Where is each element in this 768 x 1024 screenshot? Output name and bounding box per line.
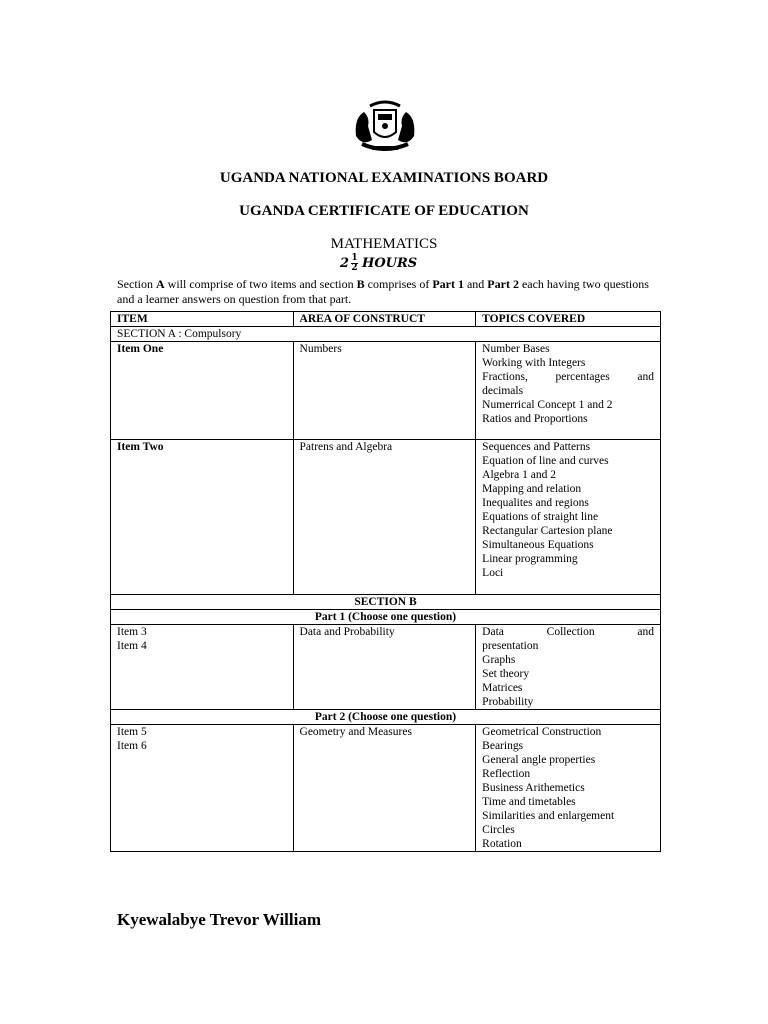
part2-row xyxy=(111,710,661,725)
table-row xyxy=(111,440,661,595)
board-title: UGANDA NATIONAL EXAMINATIONS BOARD xyxy=(219,170,549,186)
table-row xyxy=(111,625,661,710)
item-one-area: Numbers xyxy=(293,342,476,440)
item-one-label: Item One xyxy=(111,342,294,440)
items-3-4-label: Item 3 Item 4 xyxy=(111,625,294,710)
item-two-label: Item Two xyxy=(111,440,294,595)
item-two-area: Patrens and Algebra xyxy=(293,440,476,595)
certificate-title: UGANDA CERTIFICATE OF EDUCATION xyxy=(239,203,529,219)
duration-unit: HOURS xyxy=(362,256,418,271)
header-area: AREA OF CONSTRUCT xyxy=(293,312,476,327)
part1-label: Part 1 (Choose one question) xyxy=(111,610,661,625)
intro-paragraph: Section A will comprise of two items and section B comprises of Part 1 and Part 2 each having two questions and a learner answers on question from that part. xyxy=(117,277,649,306)
section-a-label: SECTION A : Compulsory xyxy=(111,327,661,342)
uneb-crest-logo xyxy=(348,96,422,156)
items-5-6-topics: Geometrical Construction Bearings General angle properties Reflection Business Arithemetics Time and timetables Similarities and enlargement Circles Rotation xyxy=(476,725,661,852)
item-one-topics: Number Bases Working with Integers Fractions, percentages and decimals Numerrical Concept 1 and 2 Ratios and Proportions xyxy=(476,342,661,440)
items-3-4-area: Data and Probability xyxy=(293,625,476,710)
items-5-6-area: Geometry and Measures xyxy=(293,725,476,852)
table-header-row xyxy=(111,312,661,327)
duration-whole: 2 xyxy=(340,256,350,271)
duration-denominator: 2 xyxy=(351,263,358,273)
part1-row xyxy=(111,610,661,625)
section-b-label: SECTION B xyxy=(111,595,661,610)
duration-fraction xyxy=(351,254,358,273)
table-row xyxy=(111,725,661,852)
subject-title: MATHEMATICS xyxy=(330,236,438,252)
section-b-row xyxy=(111,595,661,610)
item-two-topics: Sequences and Patterns Equation of line and curves Algebra 1 and 2 Mapping and relation Inequalites and regions Equations of straight line Rectangular Cartesion plane Simultaneous Equations Linear programming Loci xyxy=(476,440,661,595)
header-topics: TOPICS COVERED xyxy=(476,312,661,327)
duration-numerator: 1 xyxy=(351,253,358,263)
header-item: ITEM xyxy=(111,312,294,327)
items-5-6-label: Item 5 Item 6 xyxy=(111,725,294,852)
author-name: Kyewalabye Trevor William xyxy=(117,910,321,929)
exam-duration xyxy=(340,254,417,273)
construct-table xyxy=(110,311,661,852)
table-row xyxy=(111,342,661,440)
part2-label: Part 2 (Choose one question) xyxy=(111,710,661,725)
section-a-row xyxy=(111,327,661,342)
items-3-4-topics: Data Collection and presentation Graphs Set theory Matrices Probability xyxy=(476,625,661,710)
